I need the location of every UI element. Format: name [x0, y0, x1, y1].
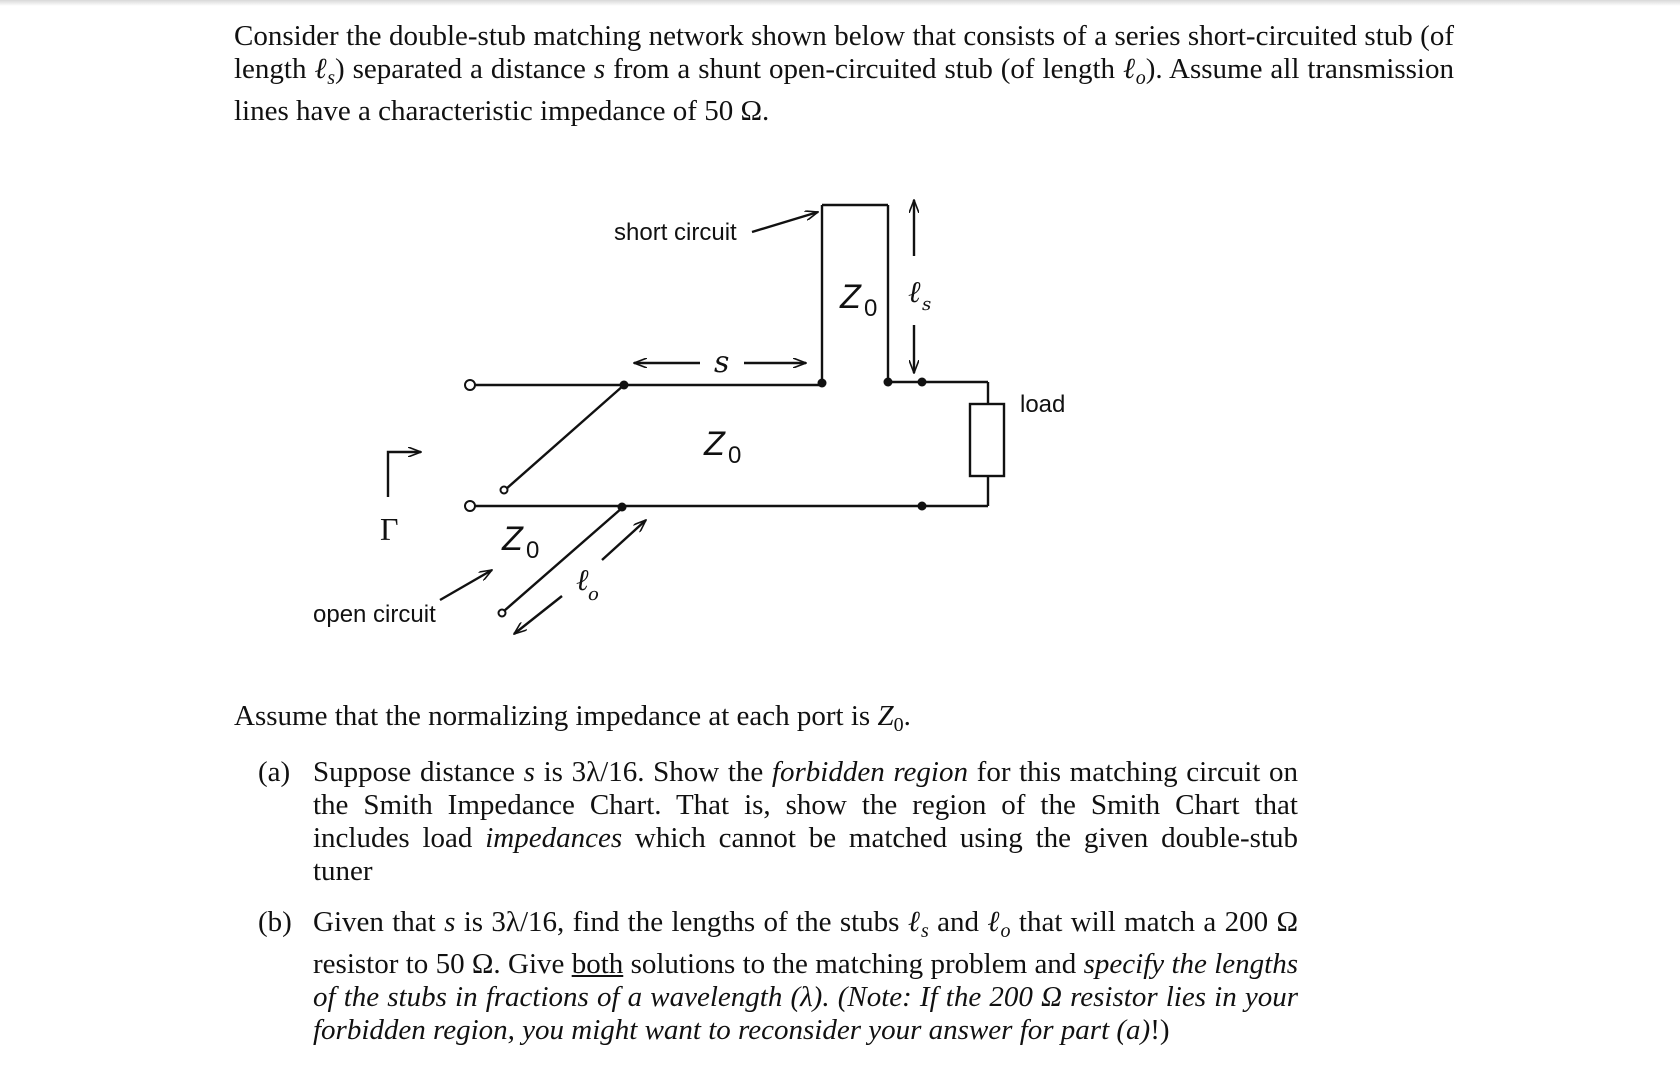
junction-dot: [818, 379, 827, 388]
load-label: load: [1020, 391, 1066, 418]
assume-period: .: [903, 700, 911, 732]
normalizing-impedance-sentence: [234, 700, 1454, 742]
part-b-label: (b): [258, 906, 292, 938]
ell-subscript: o: [1135, 67, 1146, 89]
part-a-text: is 3λ/16. Show the: [534, 756, 772, 788]
ell-subscript: s: [327, 67, 336, 89]
part-b-text: that will match a 200 Ω resistor to 50 Ω. Give: [313, 906, 1298, 980]
lo-arrow-down: [514, 596, 562, 634]
both-underlined: both: [571, 948, 624, 980]
part-a-text: Suppose distance: [313, 756, 524, 788]
junction-dot: [620, 381, 629, 390]
ell-symbol: ℓ: [987, 906, 1001, 938]
part-b-text: is 3λ/16, find the lengths of the stubs: [455, 906, 908, 938]
intro-text-2: ) separated a distance: [335, 53, 594, 85]
part-b-text: solutions to the matching problem and: [623, 948, 1084, 980]
intro-text-1: Consider the double-stub matching network shown below that consists of a series short-circuited stub (of length: [234, 20, 1454, 85]
z0-main-label: Z: [704, 425, 725, 463]
part-b-text: and: [928, 906, 988, 938]
z0-shunt-label: Z: [502, 520, 523, 558]
forbidden-region-emphasis: forbidden region: [771, 756, 968, 788]
intro-text-3: from a shunt open-circuited stub (of length: [605, 53, 1123, 85]
junction-dot: [918, 378, 927, 387]
part-a-text: for this matching circuit on the Smith Impedance Chart. That is, show the region of the Smith Chart that includes load: [313, 756, 1298, 854]
gamma-label: Γ: [380, 511, 399, 547]
s-label: s: [714, 345, 730, 380]
shunt-stub-upper-wire: [506, 385, 624, 489]
z-subscript: 0: [893, 714, 904, 736]
shunt-stub-open-end-bottom: [499, 610, 506, 617]
impedances-emphasis: impedances: [485, 822, 623, 854]
short-circuit-arrow: [752, 212, 818, 232]
s-symbol: s: [444, 906, 456, 938]
part-b-text: Given that: [313, 906, 445, 938]
ell-subscript: s: [921, 920, 929, 942]
intro-text-4: ). Assume all transmission lines have a characteristic impedance of 50 Ω.: [234, 53, 1454, 127]
part-b-italic-note: specify the lengths of the stubs in fractions of a wavelength (λ). (Note: If the 200 Ω resistor lies in your forbidden region, you might want to reconsider your answer for part (a): [313, 948, 1298, 1046]
s-symbol: s: [523, 756, 535, 788]
z0-main-subscript: 0: [728, 442, 742, 469]
ell-subscript: o: [1000, 920, 1011, 942]
lo-label: ℓ: [576, 563, 589, 598]
ell-symbol: ℓ: [907, 906, 921, 938]
z0-shunt-subscript: 0: [526, 537, 540, 564]
part-a-text: which cannot be matched using the given double-stub tuner: [313, 822, 1298, 887]
part-a-body: [313, 756, 1298, 888]
input-terminal-bottom: [465, 501, 475, 511]
short-circuit-label: short circuit: [614, 219, 737, 246]
part-a-label: (a): [258, 756, 291, 788]
part-a: [258, 756, 1298, 888]
ell-symbol: ℓ: [314, 53, 328, 85]
junction-dot: [618, 503, 627, 512]
assume-text: Assume that the normalizing impedance at each port is: [234, 700, 878, 732]
ell-symbol: ℓ: [1122, 53, 1136, 85]
s-symbol: s: [593, 53, 606, 85]
lo-subscript: o: [588, 584, 599, 605]
junction-dot: [918, 502, 927, 511]
part-b-text: !): [1150, 1014, 1170, 1046]
z0-stub-label: Z: [840, 278, 861, 316]
part-b: [258, 906, 1298, 1047]
input-terminal-top: [465, 380, 475, 390]
z0-stub-subscript: 0: [864, 295, 878, 322]
load-resistor: [970, 404, 1004, 476]
lo-arrow-up: [602, 520, 646, 560]
open-circuit-label: open circuit: [313, 601, 436, 628]
part-b-body: [313, 906, 1298, 1047]
junction-dot: [884, 378, 893, 387]
shunt-stub-open-end-top: [501, 487, 508, 494]
z-symbol: Z: [877, 700, 894, 732]
gamma-corner-arrow: [388, 452, 421, 497]
ls-subscript: s: [922, 294, 932, 315]
ls-label: ℓ: [908, 275, 921, 310]
open-circuit-arrow: [440, 570, 492, 600]
